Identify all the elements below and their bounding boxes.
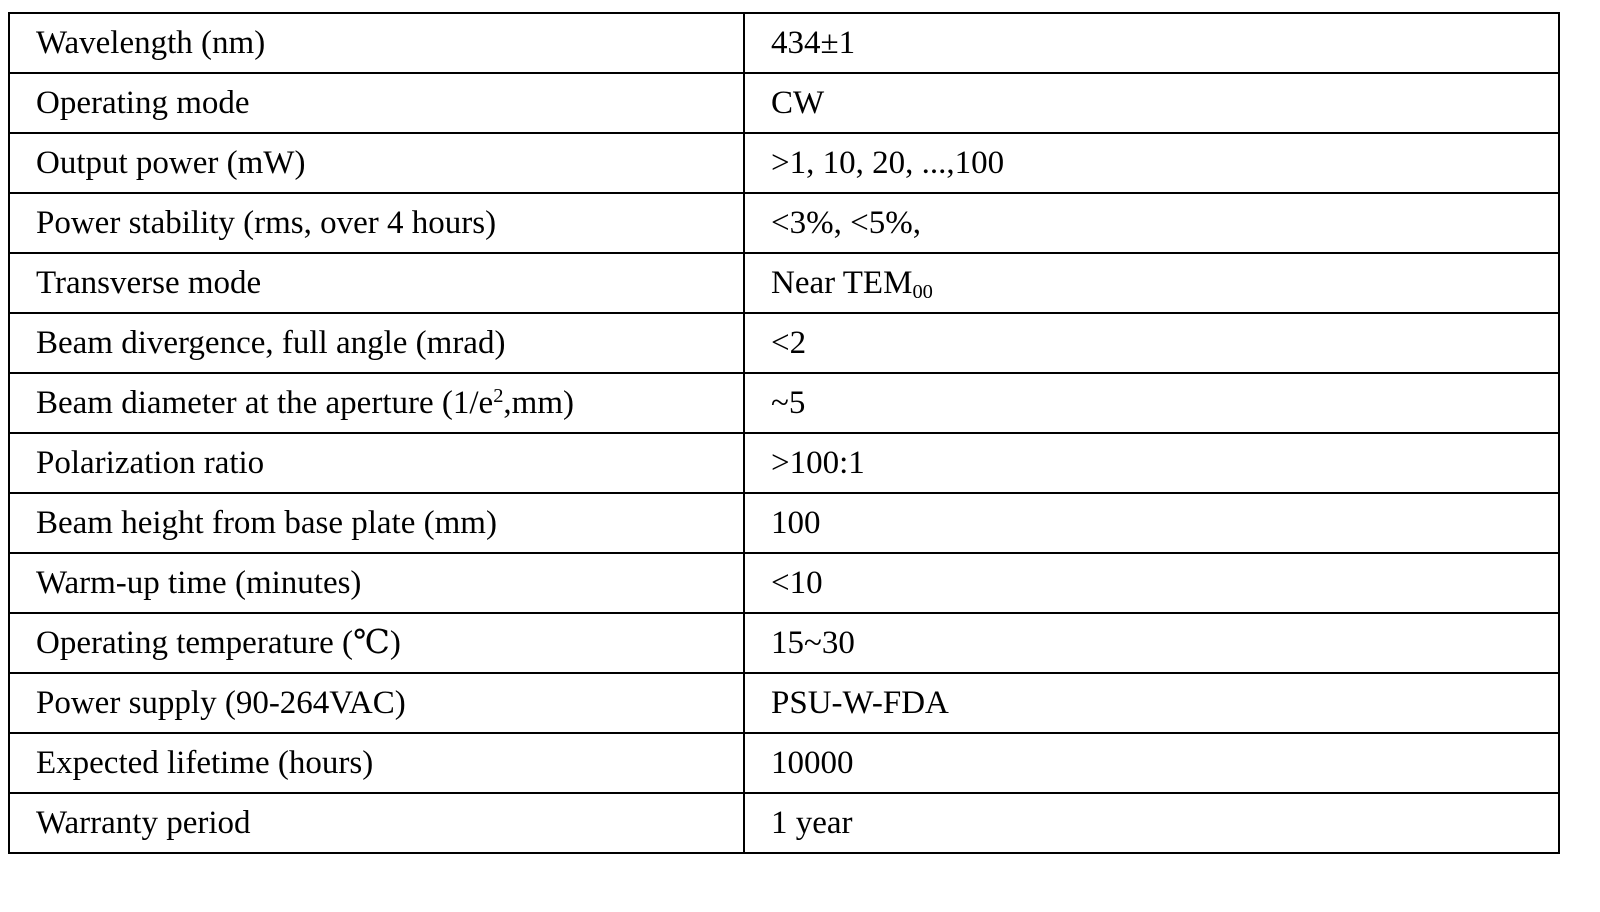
- spec-label: [9, 373, 744, 433]
- table-row: [9, 13, 1559, 73]
- spec-value-subscript: 00: [912, 280, 933, 303]
- table-row: [9, 613, 1559, 673]
- table-row: [9, 733, 1559, 793]
- spec-value: 10000: [744, 733, 1559, 793]
- spec-value-main: Near TEM: [771, 264, 913, 301]
- table-row: [9, 553, 1559, 613]
- spec-label: Power stability (rms, over 4 hours): [9, 193, 744, 253]
- spec-label-post: ,mm): [503, 384, 574, 421]
- spec-value: <10: [744, 553, 1559, 613]
- spec-label: Warm-up time (minutes): [9, 553, 744, 613]
- table-row: [9, 493, 1559, 553]
- spec-label: Wavelength (nm): [9, 13, 744, 73]
- specifications-table: [8, 12, 1560, 854]
- spec-value: [744, 253, 1559, 313]
- spec-label: Beam height from base plate (mm): [9, 493, 744, 553]
- spec-value: <3%, <5%,: [744, 193, 1559, 253]
- spec-label: Operating mode: [9, 73, 744, 133]
- table-row: [9, 673, 1559, 733]
- spec-label: Operating temperature (℃): [9, 613, 744, 673]
- table-row: [9, 133, 1559, 193]
- spec-label: Power supply (90-264VAC): [9, 673, 744, 733]
- spec-value: <2: [744, 313, 1559, 373]
- spec-label-superscript: 2: [493, 384, 504, 407]
- table-row: [9, 373, 1559, 433]
- spec-label: Polarization ratio: [9, 433, 744, 493]
- table-row: [9, 433, 1559, 493]
- spec-value: 100: [744, 493, 1559, 553]
- spec-value: 15~30: [744, 613, 1559, 673]
- spec-label: Warranty period: [9, 793, 744, 853]
- table-row: [9, 253, 1559, 313]
- spec-label-pre: Beam diameter at the aperture (1/e: [36, 384, 494, 421]
- spec-label: Beam divergence, full angle (mrad): [9, 313, 744, 373]
- spec-label: Output power (mW): [9, 133, 744, 193]
- spec-label: Expected lifetime (hours): [9, 733, 744, 793]
- spec-value: >100:1: [744, 433, 1559, 493]
- spec-value: CW: [744, 73, 1559, 133]
- table-row: [9, 73, 1559, 133]
- spec-value: 1 year: [744, 793, 1559, 853]
- table-row: [9, 313, 1559, 373]
- spec-value: >1, 10, 20, ...,100: [744, 133, 1559, 193]
- table-row: [9, 193, 1559, 253]
- spec-value: ~5: [744, 373, 1559, 433]
- spec-value: PSU-W-FDA: [744, 673, 1559, 733]
- table-row: [9, 793, 1559, 853]
- spec-label: Transverse mode: [9, 253, 744, 313]
- spec-value: 434±1: [744, 13, 1559, 73]
